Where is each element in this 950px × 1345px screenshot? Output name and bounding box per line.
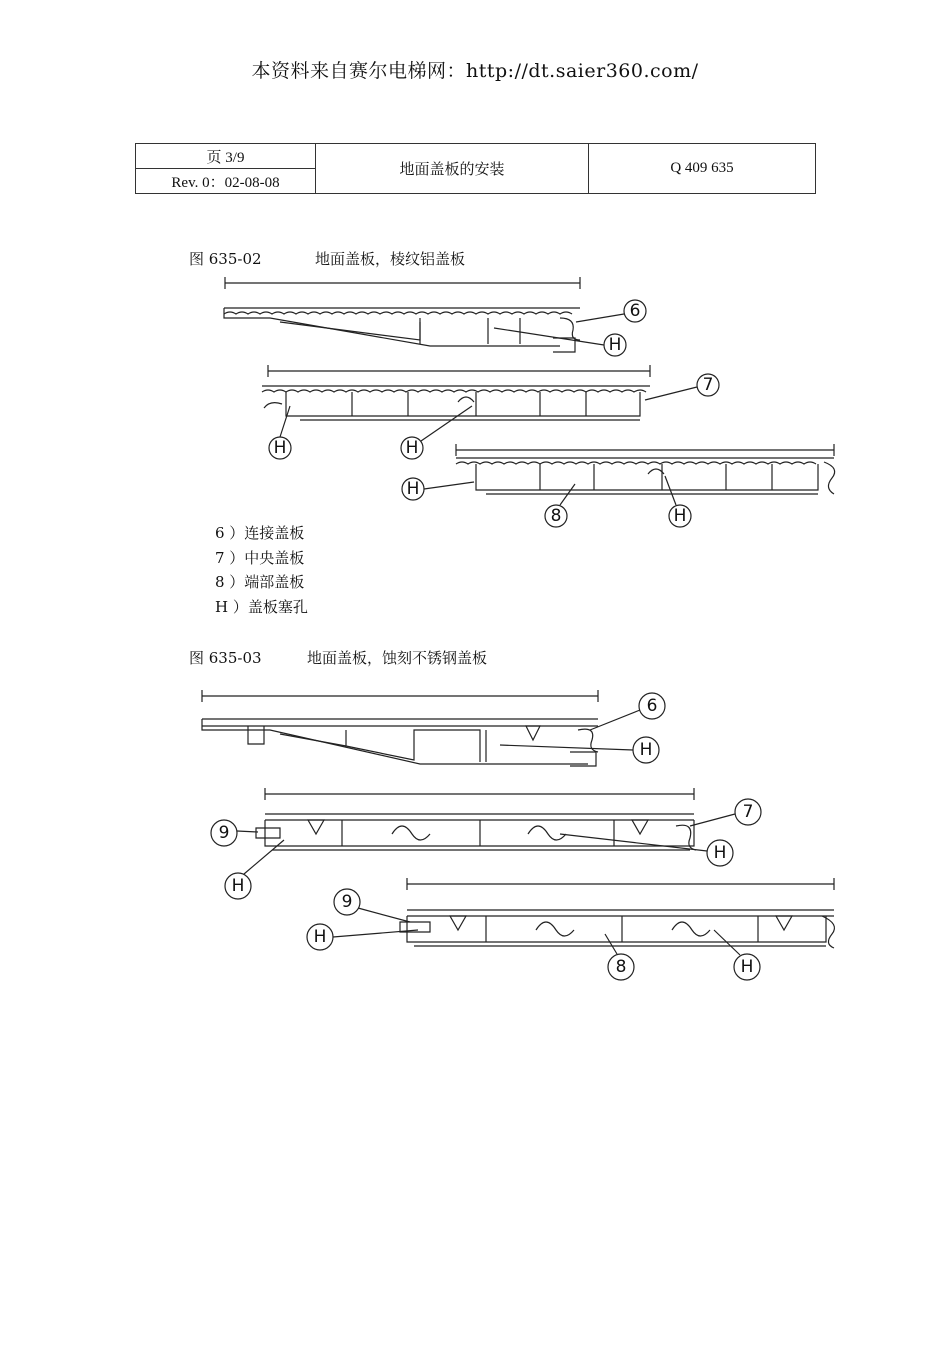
callout-h: H [406,479,420,499]
callout-9: 9 [218,823,230,843]
connecting-panel-stainless [202,690,598,766]
callout-h: H [713,843,727,863]
callout-h: H [608,335,622,355]
callout-h: H [405,438,419,458]
page-number: 页 3/9 [136,144,316,169]
figure1-number: 图 635-02 [189,250,262,268]
callout-8: 8 [550,506,562,526]
center-panel-ribbed [262,365,650,420]
end-panel-stainless [400,878,834,948]
legend-item-end: 8 ）端部盖板 [215,573,305,592]
callout-h: H [673,506,687,526]
callout-h: H [231,876,245,896]
figure2-caption: 地面盖板，蚀刻不锈钢盖板 [307,649,488,667]
figure2-label [189,647,488,668]
center-panel-stainless [256,788,696,850]
callout-7: 7 [702,375,714,395]
figure1-caption: 地面盖板，棱纹铝盖板 [315,250,466,268]
callout-h: H [313,927,327,947]
callout-h: H [273,438,287,458]
callout-6: 6 [646,696,658,716]
figure-legend [215,521,308,619]
end-panel-ribbed [456,444,835,494]
document-code: Q 409 635 [670,160,734,176]
figure2-number: 图 635-03 [189,649,262,667]
legend-item-center: 7 ）中央盖板 [215,548,305,567]
figure2-drawing [0,670,950,990]
callout-9: 9 [341,892,353,912]
callout-7: 7 [742,802,754,822]
connecting-panel-ribbed [224,277,580,352]
callout-6: 6 [629,301,641,321]
callout-8: 8 [615,957,627,977]
legend-item-connecting: 6 ）连接盖板 [215,524,305,542]
callout-h: H [639,740,653,760]
source-line: 本资料来自赛尔电梯网：http://dt.saier360.com/ [251,60,699,82]
legend-item-hole: H ）盖板塞孔 [215,597,308,616]
callout-h: H [740,957,754,977]
revision-date: Rev. 0：02-08-08 [136,169,316,193]
figure1-drawing [0,0,950,545]
document-title: 地面盖板的安装 [316,144,589,193]
